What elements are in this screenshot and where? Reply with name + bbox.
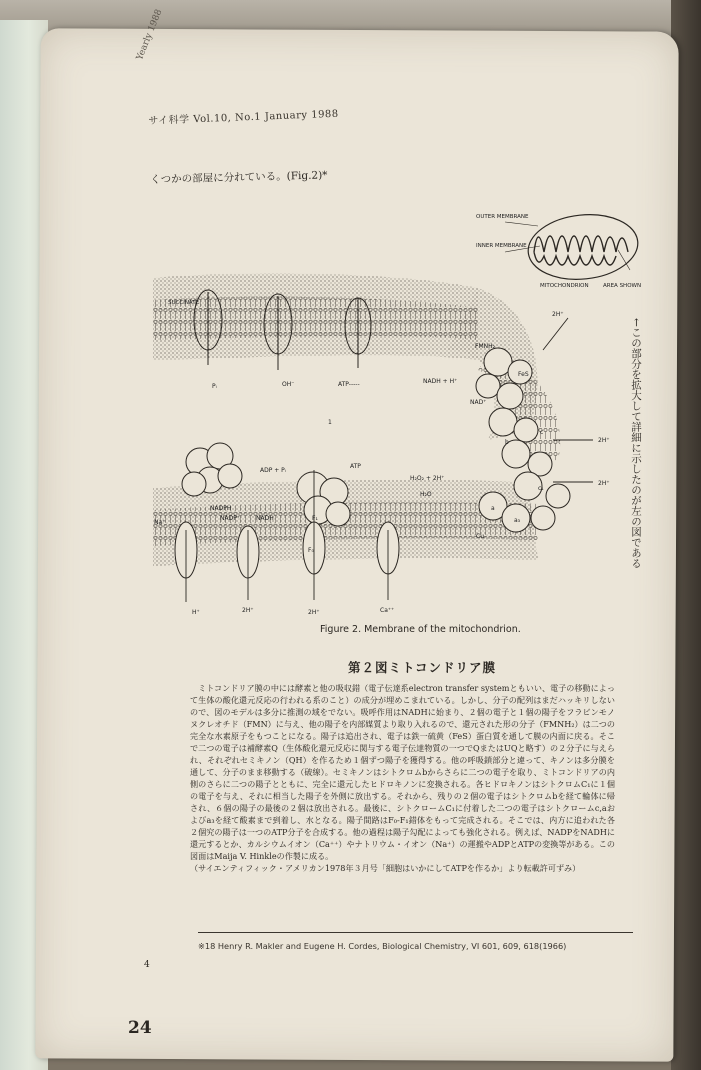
page-number-small: 4	[144, 960, 150, 970]
label-ca: Ca⁺⁺	[380, 607, 395, 614]
label-a3: a₃	[514, 517, 521, 524]
mitochondrion-inset	[476, 209, 641, 289]
label-2h-bottom2: 2H⁺	[308, 609, 320, 616]
label-atp-arrow: ATP-----	[338, 381, 360, 388]
label-2h-right2: 2H⁺	[598, 480, 610, 487]
label-outer-membrane: OUTER MEMBRANE	[476, 214, 529, 220]
label-h2o: H₂O	[420, 491, 432, 498]
label-oh: OH⁻	[282, 381, 295, 388]
label-inner-membrane: INNER MEMBRANE	[476, 243, 527, 249]
label-a: a	[491, 505, 495, 512]
label-c: c	[540, 429, 544, 436]
label-cu: Cu	[476, 533, 484, 540]
label-adp-pi: ADP + Pᵢ	[260, 467, 286, 474]
intro-text-line: くつかの部屋に分れている。(Fig.2)*	[150, 169, 328, 186]
upper-membrane-bilayer	[153, 297, 478, 340]
figure-caption: Figure 2. Membrane of the mitochondrion.	[320, 624, 521, 635]
label-center-mark: 1	[328, 419, 332, 426]
page-number-large: 24	[128, 1018, 152, 1038]
label-fes: FeS	[518, 371, 529, 378]
label-nadph: NADPH	[210, 505, 232, 512]
label-f1: F₁	[312, 515, 318, 522]
label-fmnh2: FMNH₂	[475, 343, 496, 350]
footnote-rule	[198, 932, 633, 933]
label-2h-bottom1: 2H⁺	[242, 607, 254, 614]
figure-title-jp: 第２図ミトコンドリア膜	[348, 660, 497, 675]
label-succinate: SUCCINATE	[168, 300, 200, 306]
label-h-bottom: H⁺	[192, 609, 200, 616]
running-header: サイ科学 Vol.10, No.1 January 1988	[148, 108, 339, 127]
label-nadh-h: NADH + H⁺	[423, 378, 458, 385]
label-atp: ATP	[350, 463, 361, 470]
label-h2o2: H₂O₂ + 2H⁺	[410, 475, 445, 482]
label-na: Na⁺	[154, 519, 166, 526]
label-area-shown: AREA SHOWN	[603, 283, 642, 289]
label-nad: NAD⁺	[470, 399, 487, 406]
label-nadp: NADP⁺	[220, 515, 240, 522]
label-fo: F₀	[308, 547, 314, 554]
body-source: （サイエンティフィック・アメリカン1978年３月号「細胞はいかにしてATPを作るか」より転載許可ずみ）	[190, 863, 581, 873]
label-b: b	[505, 439, 509, 446]
label-2h-top: 2H⁺	[552, 311, 564, 318]
body-paragraph: ミトコンドリア膜の中には酵素と他の吸収錯（電子伝達系electron transfer systemともいい、電子の移動によって生体の酸化還元反応の行われる系のこと）の成分が埋めこまれている。しかし、分子の配列はまだハッキリしないので、図のモデルは多分に推測の域をでない。吸呼作用はNADHに始まり、２個の電子と１個の陽子をフラビンモノヌクレオチド（FMN）に与え、他の陽子を内部媒質より取り入れるので、還元された形の分子（FMNH₂）は二つの完全な水素原子をもつことになる。陽子は追出され、電子は鉄一硫黄（FeS）蛋白質を通して膜の内面に戻る。そこで二つの電子は補酵素Q（生体酸化還元反応に関与する電子伝達物質の一つでQまたはUQと略す）の２分子に与えられ、それぞれセミキノン（QH）を作るため１個ずつ陽子を獲得する。他の呼吸鎖部分と違って、キノンは多分膜を通して、分子のまま移動する（破線）。セミキノンはシトクロムbからさらに二つの電子を取り、ミトコンドリアの内側のさらに二つの陽子とともに、完全に還元したヒドロキノンに変換される。各ヒドロキノンはシトクロムC₁に１個の電子を与え、それに相当した陽子を外側に放出する。それから、残りの２個の電子はシトクロムbを経て輪体に帰され、６個の陽子の最後の２個は放出される。最後に、シトクロームC₁に付着した二つの電子はシトクロームc,aおよびa₃を経て酸素まで到着し、水となる。陽子間路はF₀-F₁錯体をもって完成される。そこでは、内方に追われた各２個究の陽子は一つのATP分子を合成する。他の過程は陽子勾配によっても強化される。例えば、NADPをNADHに還元するとか、カルシウムイオン（Ca⁺⁺）やナトリウム・イオン（Na⁺）の運搬やADPとATPの変換等がある。この図面はMaija V. Hinkleの作製に成る。	[190, 683, 615, 861]
label-mitochondrion: MITOCHONDRION	[540, 283, 589, 289]
handwritten-stamp: Yearly 1988	[135, 8, 165, 62]
body-text	[190, 682, 615, 874]
label-2h-right1: 2H⁺	[598, 437, 610, 444]
footnote: ※18 Henry R. Makler and Eugene H. Cordes, Biological Chemistry, VI 601, 609, 618(1966)	[198, 941, 567, 951]
label-c1: c₁	[538, 485, 544, 492]
label-nadh: NADH	[256, 515, 274, 522]
vertical-side-note: ←この部分を拡大して詳細に示したのが左の図である	[630, 318, 642, 569]
label-pi: Pᵢ	[212, 383, 217, 390]
